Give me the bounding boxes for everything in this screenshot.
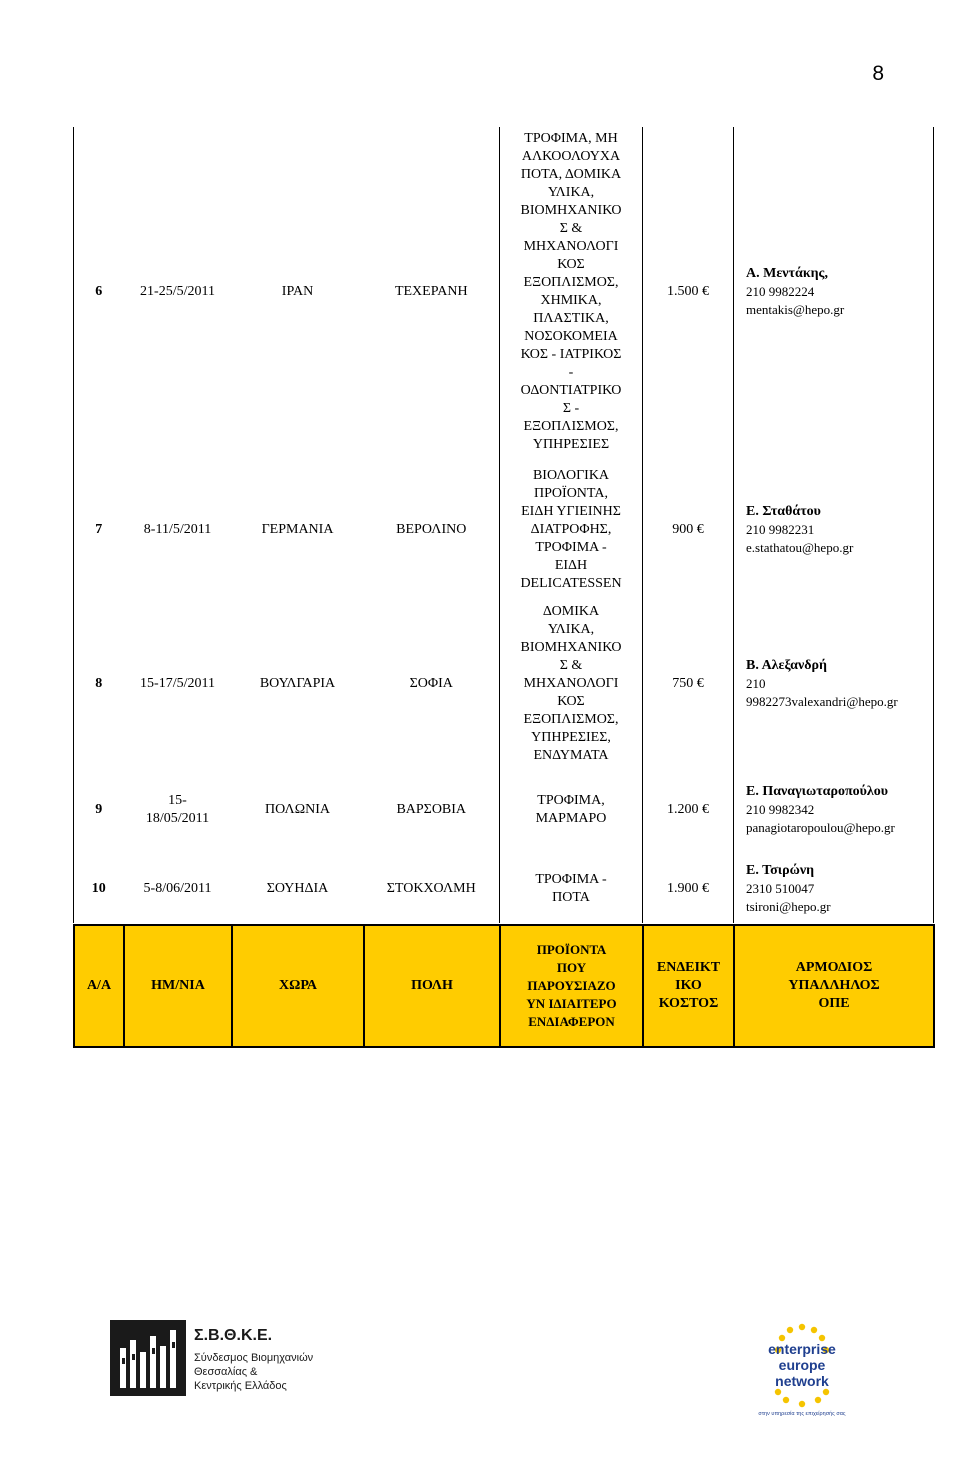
product-line: ΕΞΟΠΛΙΣΜΟΣ,: [523, 275, 619, 290]
product-line: Σ &: [559, 221, 583, 236]
product-line: ΥΠΗΡΕΣΙΕΣ,: [531, 730, 611, 745]
row-products: [500, 855, 643, 923]
product-line: ΚΟΣ: [557, 694, 585, 709]
sbthke-line2: Θεσσαλίας &: [194, 1366, 258, 1378]
een-line2: europe: [778, 1357, 826, 1373]
product-line: ΥΛΙΚΑ,: [547, 622, 595, 637]
contact-email: e.stathatou@hepo.gr: [746, 540, 854, 555]
product-line: ΚΟΣ - ΙΑΤΡΙΚΟΣ: [520, 347, 622, 362]
contact-phone: 2310 510047: [746, 881, 815, 896]
product-line: ΒΙΟΜΗΧΑΝΙΚΟ: [520, 640, 622, 655]
row-aa: 6: [74, 127, 124, 457]
row-date: 5-8/06/2011: [143, 881, 212, 896]
product-line: ΤΡΟΦΙΜΑ -: [535, 872, 607, 887]
row-products: [500, 765, 643, 855]
contact-name: Ε. Σταθάτου: [746, 504, 821, 519]
sbthke-line3: Κεντρικής Ελλάδος: [194, 1380, 287, 1392]
events-table: [73, 127, 934, 923]
row-products: [500, 603, 643, 765]
row-country: ΙΡΑΝ: [281, 284, 314, 299]
product-line: ΜΑΡΜΑΡΟ: [535, 811, 607, 826]
row-country: ΓΕΡΜΑΝΙΑ: [261, 522, 334, 537]
product-line: ΠΟΤΑ, ΔΟΜΙΚΑ: [520, 167, 622, 182]
product-line: ΕΙΔΗ: [554, 558, 588, 573]
sbthke-title: Σ.Β.Θ.Κ.Ε.: [194, 1327, 273, 1344]
product-line: ΕΙΔΗ ΥΓΙΕΙΝΗΣ: [521, 504, 621, 519]
contact-phone: 210 9982231: [746, 522, 815, 537]
row-city: ΒΑΡΣΟΒΙΑ: [396, 802, 467, 817]
contact-email: tsironi@hepo.gr: [746, 899, 831, 914]
header-aa: Α/Α: [74, 925, 124, 1047]
row-contact: [734, 457, 934, 603]
product-line: ΥΛΙΚΑ,: [547, 185, 595, 200]
contact-email: mentakis@hepo.gr: [746, 302, 845, 317]
row-cost: 1.900 €: [667, 881, 709, 896]
product-line: ΤΡΟΦΙΜΑ, ΜΗ: [524, 131, 618, 146]
table-row: [74, 765, 934, 855]
contact-phone: 210: [746, 676, 766, 691]
header-contact: ΑΡΜΟΔΙΟΣ ΥΠΑΛΛΗΛΟΣ ΟΠΕ: [734, 925, 934, 1047]
row-aa: 9: [74, 765, 124, 855]
product-line: Σ -: [562, 401, 580, 416]
row-date: 15-17/5/2011: [140, 676, 215, 691]
een-line3: network: [775, 1373, 829, 1389]
sbthke-logo: [108, 1318, 318, 1398]
row-country: ΣΟΥΗΔΙΑ: [266, 881, 329, 896]
product-line: ΜΗΧΑΝΟΛΟΓΙ: [523, 239, 619, 254]
contact-name: Ε. Τσιρώνη: [746, 863, 815, 878]
product-line: ΥΠΗΡΕΣΙΕΣ: [532, 437, 610, 452]
product-line: ΕΝΔΥΜΑΤΑ: [533, 748, 609, 763]
product-line: DELICATESSEN: [520, 576, 622, 591]
product-line: ΠΟΤΑ: [552, 890, 590, 905]
table-row: [74, 855, 934, 923]
product-line: ΧΗΜΙΚΑ,: [540, 293, 602, 308]
row-aa: 10: [74, 855, 124, 923]
header-country: ΧΩΡΑ: [232, 925, 364, 1047]
contact-name: Ε. Παναγιωταροπούλου: [746, 784, 889, 799]
row-products: [500, 127, 643, 457]
product-line: ΑΛΚΟΟΛΟΥΧΑ: [521, 149, 621, 164]
row-city: ΣΟΦΙΑ: [409, 676, 453, 691]
row-contact: [734, 765, 934, 855]
product-line: -: [568, 365, 574, 380]
product-line: ΕΞΟΠΛΙΣΜΟΣ,: [523, 712, 619, 727]
product-line: ΠΛΑΣΤΙΚΑ,: [533, 311, 609, 326]
product-line: ΟΔΟΝΤΙΑΤΡΙΚΟ: [520, 383, 622, 398]
row-products: [500, 457, 643, 603]
row-city: ΒΕΡΟΛΙΝΟ: [396, 522, 467, 537]
product-line: ΒΙΟΜΗΧΑΝΙΚΟ: [520, 203, 622, 218]
row-date: 8-11/5/2011: [143, 522, 212, 537]
product-line: ΔΙΑΤΡΟΦΗΣ,: [530, 522, 612, 537]
footer-logos: [0, 1318, 960, 1418]
contact-phone: 210 9982224: [746, 284, 815, 299]
row-cost: 1.500 €: [667, 284, 709, 299]
product-line: ΒΙΟΛΟΓΙΚΑ: [532, 468, 610, 483]
table-row: [74, 127, 934, 457]
row-aa: 7: [74, 457, 124, 603]
een-line1: enterprise: [768, 1341, 836, 1357]
page-number: 8: [872, 62, 884, 85]
header-cost: ΕΝΔΕΙΚΤ ΙΚΟ ΚΟΣΤΟΣ: [643, 925, 734, 1047]
product-line: ΤΡΟΦΙΜΑ -: [535, 540, 607, 555]
row-aa: 8: [74, 603, 124, 765]
enterprise-europe-network-logo: [752, 1318, 852, 1418]
row-country: ΒΟΥΛΓΑΡΙΑ: [259, 676, 336, 691]
row-contact: [734, 127, 934, 457]
header-date: ΗΜ/ΝΙΑ: [124, 925, 232, 1047]
product-line: Σ &: [559, 658, 583, 673]
row-contact: [734, 603, 934, 765]
header-city: ΠΟΛΗ: [364, 925, 500, 1047]
product-line: ΕΞΟΠΛΙΣΜΟΣ,: [523, 419, 619, 434]
row-city: ΤΕΧΕΡΑΝΗ: [394, 284, 468, 299]
row-contact: [734, 855, 934, 923]
product-line: ΤΡΟΦΙΜΑ,: [537, 793, 605, 808]
row-cost: 750 €: [672, 676, 704, 691]
header-products: ΠΡΟΪΟΝΤΑ ΠΟΥ ΠΑΡΟΥΣΙΑΖΟ ΥΝ ΙΔΙΑΙΤΕΡΟ ΕΝΔΙΑΦΕΡΟΝ: [500, 925, 643, 1047]
table-row: [74, 603, 934, 765]
product-line: ΠΡΟΪΟΝΤΑ,: [534, 486, 608, 501]
een-tagline: στην υπηρεσία της επιχείρησής σας: [758, 1411, 846, 1417]
contact-email: 9982273valexandri@hepo.gr: [746, 694, 898, 709]
row-country: ΠΟΛΩΝΙΑ: [265, 802, 330, 817]
row-date: 21-25/5/2011: [140, 284, 215, 299]
product-line: ΝΟΣΟΚΟΜΕΙΑ: [524, 329, 618, 344]
row-date: 15- 18/05/2011: [145, 793, 210, 826]
product-line: ΜΗΧΑΝΟΛΟΓΙ: [523, 676, 619, 691]
row-cost: 900 €: [672, 522, 704, 537]
product-line: ΚΟΣ: [557, 257, 585, 272]
table-header: [73, 924, 935, 1048]
row-city: ΣΤΟΚΧΟΛΜΗ: [386, 881, 476, 896]
contact-phone: 210 9982342: [746, 802, 815, 817]
contact-email: panagiotaropoulou@hepo.gr: [746, 820, 895, 835]
contact-name: Α. Μεντάκης,: [746, 266, 828, 281]
product-line: ΔΟΜΙΚΑ: [542, 604, 600, 619]
sbthke-line1: Σύνδεσμος Βιομηχανιών: [194, 1352, 314, 1364]
contact-name: Β. Αλεξανδρή: [746, 658, 827, 673]
row-cost: 1.200 €: [667, 802, 709, 817]
table-row: [74, 457, 934, 603]
